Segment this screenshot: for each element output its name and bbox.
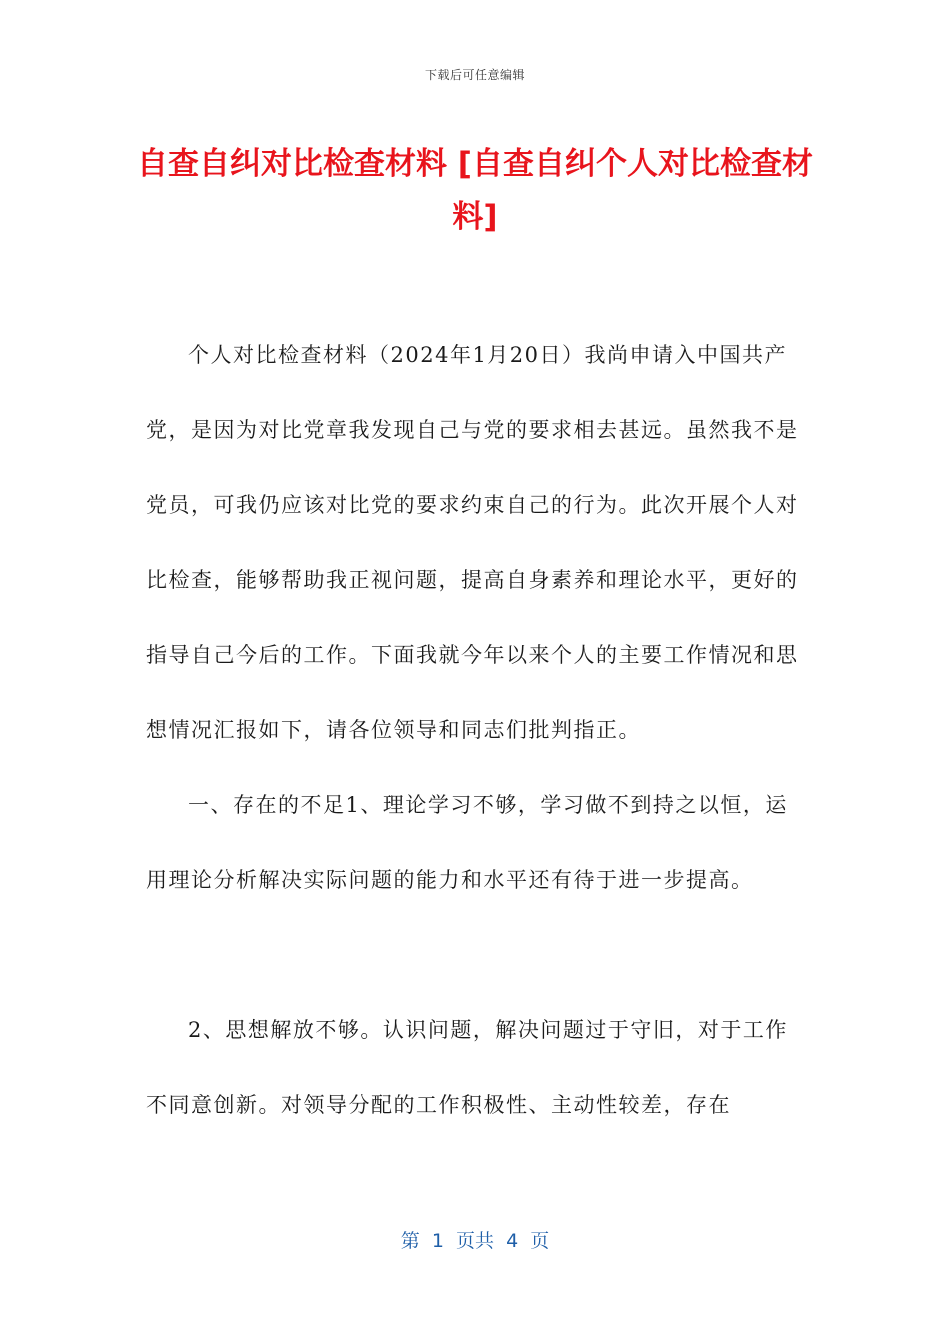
header-note: 下载后可任意编辑 bbox=[424, 68, 525, 82]
document-title: 自查自纠对比检查材料 [自查自纠个人对比检查材料] bbox=[137, 146, 813, 235]
paragraph-intro: 个人对比检查材料（2024年1月20日）我尚申请入中国共产党，是因为对比党章我发现自己与党的要求相去甚远。虽然我不是党员，可我仍应该对比党的要求约束自己的行为。此次开展个人对比检查，能够帮助我正视问题，提高自身素养和理论水平，更好的指导自己今后的工作。下面我就今年以来个人的主要工作情况和思想情况汇报如下，请各位领导和同志们批判指正。 bbox=[146, 343, 799, 742]
page-number-footer: 第 1 页共 4 页 bbox=[400, 1230, 550, 1252]
paragraph-shortcoming-1: 一、存在的不足1、理论学习不够，学习做不到持之以恒，运用理论分析解决实际问题的能力和水平还有待于进一步提高。 bbox=[146, 793, 788, 892]
document-body bbox=[146, 318, 806, 1143]
paragraph-shortcoming-2: 2、思想解放不够。认识问题，解决问题过于守旧，对于工作不同意创新。对领导分配的工作积极性、主动性较差，存在 bbox=[146, 1018, 788, 1117]
